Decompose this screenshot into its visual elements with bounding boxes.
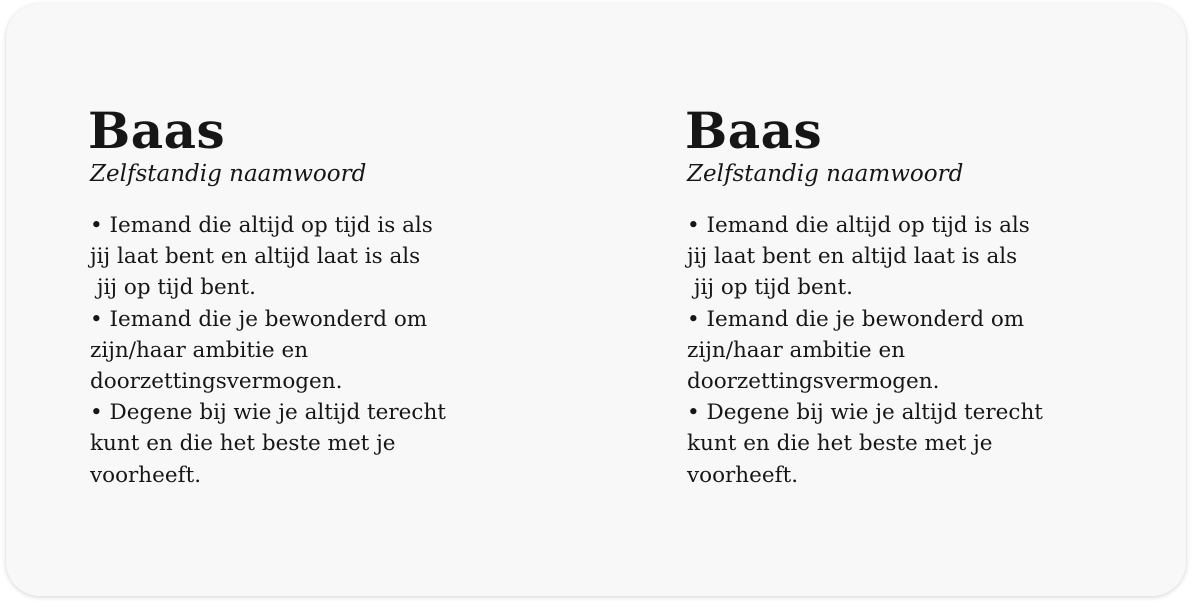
mousepad-mat (6, 4, 1186, 596)
definition-panel-right (685, 102, 1165, 491)
definition-line: kunt en die het beste met je (687, 431, 993, 457)
definition-line: jij laat bent en altijd laat is als (687, 244, 1018, 270)
definition-line: • Iemand die je bewonderd om (687, 306, 1025, 332)
definition-line: • Iemand die altijd op tijd is als (90, 213, 433, 238)
definition-line: zijn/haar ambitie en (687, 337, 906, 363)
definition-body (90, 210, 568, 491)
definition-line: • Iemand die altijd op tijd is als (687, 213, 1030, 238)
definition-line: voorheeft. (687, 462, 799, 488)
definition-line: • Degene bij wie je altijd terecht (687, 400, 1043, 426)
definition-title: Baas (88, 101, 226, 160)
definition-line: zijn/haar ambitie en (90, 337, 309, 363)
definition-body (687, 210, 1165, 491)
definition-line: • Degene bij wie je altijd terecht (90, 400, 446, 426)
definition-line: jij laat bent en altijd laat is als (90, 244, 421, 270)
definition-line: • Iemand die je bewonderd om (90, 306, 428, 332)
definition-line: doorzettingsvermogen. (687, 369, 940, 395)
definition-word-type: Zelfstandig naamwoord (90, 161, 367, 187)
definition-panel-left (88, 102, 568, 491)
definition-line: voorheeft. (90, 462, 202, 488)
definition-line: doorzettingsvermogen. (90, 369, 343, 395)
definition-line: kunt en die het beste met je (90, 431, 396, 457)
definition-line: jij op tijd bent. (687, 275, 854, 301)
definition-title: Baas (685, 101, 823, 160)
definition-line: jij op tijd bent. (90, 275, 257, 301)
definition-word-type: Zelfstandig naamwoord (687, 161, 964, 187)
